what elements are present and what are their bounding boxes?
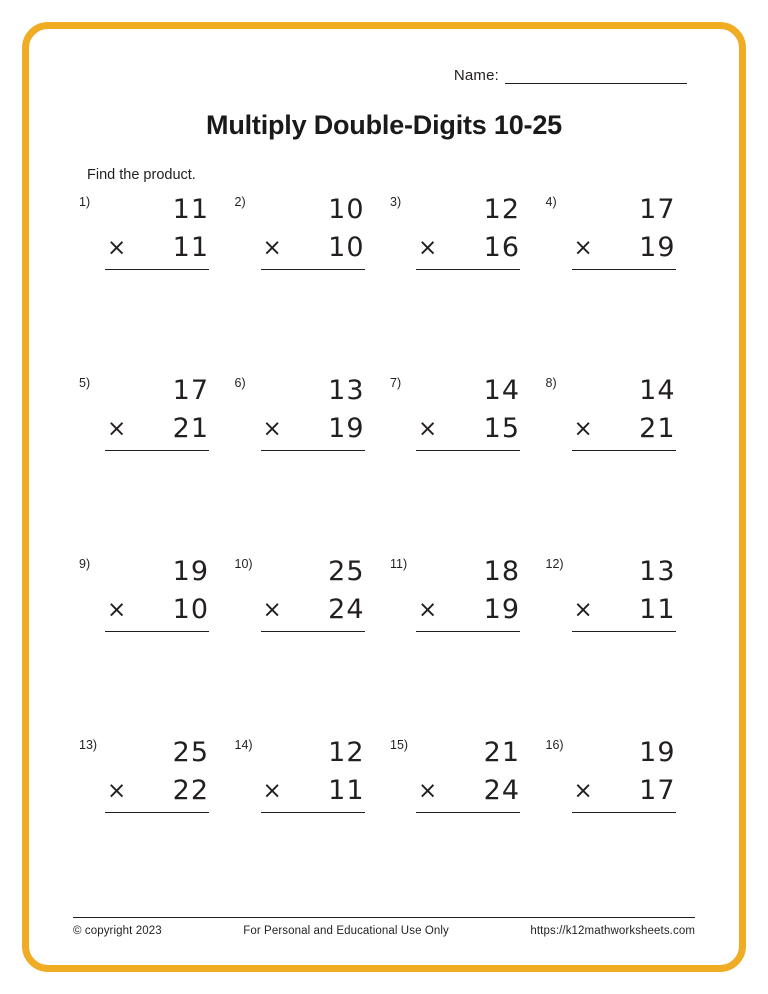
multiply-icon: ×	[418, 235, 439, 261]
problem-number: 9)	[79, 557, 91, 571]
multiplicand: 19	[639, 737, 676, 768]
footer	[73, 917, 695, 937]
multiplicand: 11	[172, 194, 209, 225]
multiplier-row	[261, 229, 365, 270]
multiply-icon: ×	[262, 778, 283, 804]
multiplier: 17	[639, 775, 676, 806]
problem-body	[416, 370, 520, 451]
multiplier-row	[416, 772, 520, 813]
multiplier-row	[416, 591, 520, 632]
problem-number: 4)	[545, 195, 557, 209]
footer-divider	[73, 917, 695, 918]
multiplier-row	[416, 410, 520, 451]
multiply-icon: ×	[573, 778, 594, 804]
multiplier-row	[105, 410, 209, 451]
problem-item	[229, 732, 385, 913]
copyright-text: © copyright 2023	[73, 925, 162, 937]
problem-body	[572, 189, 676, 270]
footer-row	[73, 925, 695, 937]
problem-body	[105, 370, 209, 451]
multiply-icon: ×	[573, 235, 594, 261]
multiplier-row	[572, 410, 676, 451]
multiply-icon: ×	[573, 597, 594, 623]
page-title: Multiply Double-Digits 10-25	[206, 110, 562, 140]
problem-body	[572, 370, 676, 451]
multiplicand: 13	[328, 375, 365, 406]
multiplier: 11	[328, 775, 365, 806]
problem-number: 14)	[234, 738, 253, 752]
multiplicand: 10	[328, 194, 365, 225]
problem-body	[572, 732, 676, 813]
problem-number: 2)	[234, 195, 246, 209]
multiplier-row	[572, 772, 676, 813]
multiply-icon: ×	[573, 416, 594, 442]
problem-body	[261, 732, 365, 813]
problem-item	[73, 370, 229, 551]
multiplier: 10	[172, 594, 209, 625]
problem-number: 8)	[545, 376, 557, 390]
problem-item	[540, 732, 696, 913]
multiply-icon: ×	[418, 778, 439, 804]
multiplicand: 12	[328, 737, 365, 768]
multiplicand: 17	[639, 194, 676, 225]
problem-body	[105, 551, 209, 632]
multiplier-row	[416, 229, 520, 270]
problem-body	[416, 189, 520, 270]
multiplicand: 13	[639, 556, 676, 587]
multiplicand: 19	[172, 556, 209, 587]
worksheet-sheet	[22, 22, 746, 972]
problem-number: 12)	[545, 557, 564, 571]
problem-body	[416, 551, 520, 632]
multiplier-row	[572, 591, 676, 632]
problem-body	[572, 551, 676, 632]
problem-item	[229, 189, 385, 370]
problem-body	[261, 189, 365, 270]
problem-body	[105, 732, 209, 813]
multiplier: 24	[328, 594, 365, 625]
problem-item	[384, 189, 540, 370]
problem-body	[261, 551, 365, 632]
problem-number: 16)	[545, 738, 564, 752]
problem-number: 3)	[390, 195, 402, 209]
problem-number: 7)	[390, 376, 402, 390]
name-write-line[interactable]	[505, 69, 687, 84]
instruction-text: Find the product.	[87, 167, 196, 183]
problem-number: 10)	[234, 557, 253, 571]
problem-item	[73, 732, 229, 913]
multiply-icon: ×	[107, 778, 128, 804]
multiplier: 11	[172, 232, 209, 263]
multiplier: 22	[172, 775, 209, 806]
name-label: Name:	[453, 67, 499, 84]
multiply-icon: ×	[107, 235, 128, 261]
problem-number: 6)	[234, 376, 246, 390]
problem-item	[73, 189, 229, 370]
problem-item	[540, 370, 696, 551]
problem-item	[540, 189, 696, 370]
name-row	[73, 67, 695, 84]
multiplier: 21	[639, 413, 676, 444]
problem-number: 13)	[79, 738, 98, 752]
multiplier-row	[105, 591, 209, 632]
multiplier-row	[261, 772, 365, 813]
problem-number: 1)	[79, 195, 91, 209]
multiplicand: 25	[328, 556, 365, 587]
multiply-icon: ×	[262, 597, 283, 623]
multiplier: 19	[483, 594, 520, 625]
problem-item	[229, 370, 385, 551]
multiplicand: 14	[639, 375, 676, 406]
problem-item	[384, 732, 540, 913]
problem-item	[229, 551, 385, 732]
multiply-icon: ×	[418, 416, 439, 442]
problem-body	[105, 189, 209, 270]
multiplier-row	[261, 410, 365, 451]
problem-item	[384, 551, 540, 732]
problem-body	[416, 732, 520, 813]
multiplier: 19	[328, 413, 365, 444]
multiply-icon: ×	[262, 235, 283, 261]
multiplier-row	[105, 772, 209, 813]
multiply-icon: ×	[418, 597, 439, 623]
multiplier: 24	[483, 775, 520, 806]
multiplicand: 12	[483, 194, 520, 225]
multiplicand: 17	[172, 375, 209, 406]
multiplicand: 25	[172, 737, 209, 768]
multiplier-row	[105, 229, 209, 270]
multiplier-row	[261, 591, 365, 632]
multiplier: 11	[639, 594, 676, 625]
multiplier: 21	[172, 413, 209, 444]
problem-item	[73, 551, 229, 732]
problem-number: 15)	[390, 738, 409, 752]
problem-body	[261, 370, 365, 451]
problems-grid	[73, 189, 695, 913]
problem-item	[540, 551, 696, 732]
multiply-icon: ×	[107, 597, 128, 623]
multiplicand: 21	[483, 737, 520, 768]
usage-text: For Personal and Educational Use Only	[243, 925, 449, 937]
multiplier: 19	[639, 232, 676, 263]
problem-number: 5)	[79, 376, 91, 390]
multiplier: 16	[483, 232, 520, 263]
multiplier: 15	[483, 413, 520, 444]
multiplicand: 18	[483, 556, 520, 587]
multiplier: 10	[328, 232, 365, 263]
multiply-icon: ×	[262, 416, 283, 442]
website-url: https://k12mathworksheets.com	[530, 925, 695, 937]
multiplier-row	[572, 229, 676, 270]
problem-item	[384, 370, 540, 551]
multiply-icon: ×	[107, 416, 128, 442]
problem-number: 11)	[390, 557, 408, 571]
multiplicand: 14	[483, 375, 520, 406]
